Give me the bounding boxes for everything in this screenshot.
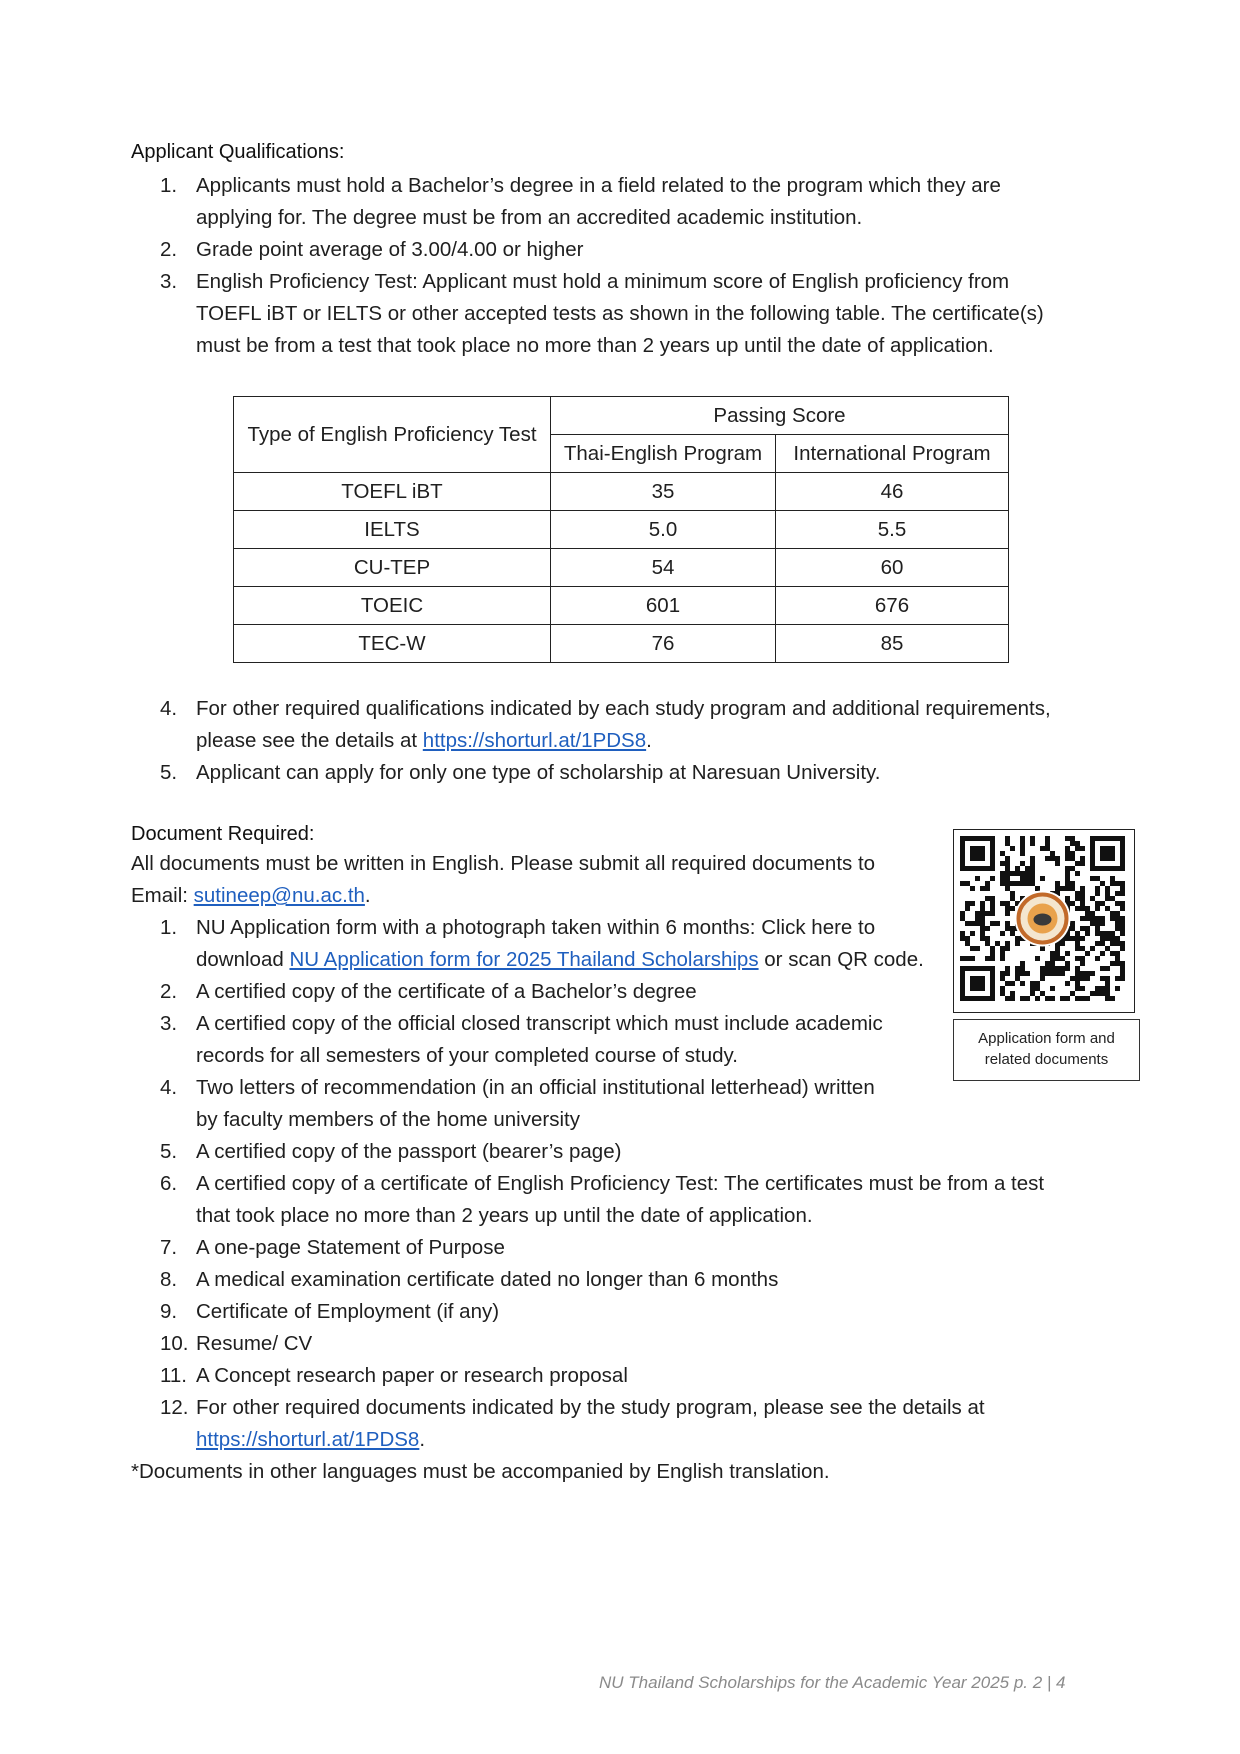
list-text: A Concept research paper or research proposal <box>196 1364 628 1387</box>
table-header-international: International Program <box>776 435 1009 473</box>
list-text <box>196 944 924 976</box>
email-suffix: . <box>364 884 371 907</box>
list-number: 2. <box>160 980 178 1003</box>
list-text: by faculty members of the home university <box>196 1108 580 1131</box>
list-number: 10. <box>160 1332 189 1355</box>
list-number: 12. <box>160 1396 189 1419</box>
list-text-suffix: . <box>646 729 652 752</box>
table-row <box>234 511 1009 549</box>
table-cell-test: CU-TEP <box>234 549 551 587</box>
list-text: A certified copy of the certificate of a Bachelor’s degree <box>196 980 697 1003</box>
list-text: Grade point average of 3.00/4.00 or higher <box>196 238 584 261</box>
documents-intro <box>131 848 875 912</box>
list-number: 6. <box>160 1172 178 1195</box>
list-number: 3. <box>160 270 178 293</box>
list-text: A certified copy of a certificate of English Proficiency Test: The certificates must be from a test <box>196 1172 1045 1195</box>
english-proficiency-table <box>233 396 1009 663</box>
list-text-prefix: download <box>196 948 290 971</box>
table-cell-test: TOEFL iBT <box>234 473 551 511</box>
list-text: A one-page Statement of Purpose <box>196 1236 505 1259</box>
list-number: 2. <box>160 238 178 261</box>
list-number: 1. <box>160 174 178 197</box>
list-text: NU Application form with a photograph taken within 6 months: Click here to <box>196 916 876 939</box>
list-number: 5. <box>160 761 178 784</box>
table-cell-thai: 54 <box>551 549 776 587</box>
list-text: Applicant can apply for only one type of scholarship at Naresuan University. <box>196 761 881 784</box>
qr-caption-line: Application form and <box>978 1030 1115 1047</box>
email-label: Email: <box>131 884 194 907</box>
documents-intro-email-line <box>131 880 875 912</box>
table-cell-test: TOEIC <box>234 587 551 625</box>
list-text: TOEFL iBT or IELTS or other accepted tests as shown in the following table. The certificate(s) <box>196 302 1044 325</box>
table-cell-thai: 5.0 <box>551 511 776 549</box>
list-text: records for all semesters of your completed course of study. <box>196 1044 738 1067</box>
page-footer: NU Thailand Scholarships for the Academic Year 2025 p. 2 | 4 <box>599 1673 1066 1692</box>
list-text: Two letters of recommendation (in an official institutional letterhead) written <box>196 1076 875 1099</box>
table-cell-intl: 46 <box>776 473 1009 511</box>
documents-intro-line: All documents must be written in English. Please submit all required documents to <box>131 852 876 875</box>
list-number: 7. <box>160 1236 178 1259</box>
table-cell-thai: 601 <box>551 587 776 625</box>
list-text: Certificate of Employment (if any) <box>196 1300 500 1323</box>
table-cell-thai: 76 <box>551 625 776 663</box>
qr-code-icon[interactable] <box>953 829 1135 1013</box>
application-form-link[interactable]: NU Application form for 2025 Thailand Scholarships <box>289 948 759 971</box>
table-header-thai-english: Thai-English Program <box>551 435 776 473</box>
list-text-suffix: or scan QR code. <box>758 948 924 971</box>
table-cell-intl: 676 <box>776 587 1009 625</box>
table-row <box>234 625 1009 663</box>
list-text: For other required qualifications indicated by each study program and additional requirements, <box>196 697 1051 720</box>
list-number: 8. <box>160 1268 178 1291</box>
table-header-passing-score: Passing Score <box>551 397 1009 435</box>
list-text <box>196 725 652 757</box>
list-text-suffix: . <box>419 1428 426 1451</box>
table-header-test-type: Type of English Proficiency Test <box>234 397 551 473</box>
list-number: 5. <box>160 1140 178 1163</box>
list-number: 9. <box>160 1300 178 1323</box>
documents-footnote: *Documents in other languages must be accompanied by English translation. <box>131 1460 830 1483</box>
table-cell-test: TEC-W <box>234 625 551 663</box>
list-text: applying for. The degree must be from an accredited academic institution. <box>196 206 863 229</box>
list-text: must be from a test that took place no more than 2 years up until the date of application. <box>196 334 994 357</box>
qr-caption <box>953 1019 1140 1081</box>
email-link[interactable]: sutineep@nu.ac.th <box>193 884 365 907</box>
table-row <box>234 549 1009 587</box>
table-cell-thai: 35 <box>551 473 776 511</box>
list-text: that took place no more than 2 years up until the date of application. <box>196 1204 813 1227</box>
list-text: Resume/ CV <box>196 1332 313 1355</box>
list-text: A medical examination certificate dated no longer than 6 months <box>196 1268 779 1291</box>
list-text <box>196 1424 425 1456</box>
table-row <box>234 587 1009 625</box>
list-number: 3. <box>160 1012 178 1035</box>
shorturl-link[interactable]: https://shorturl.at/1PDS8 <box>196 1428 420 1451</box>
qualifications-heading: Applicant Qualifications: <box>131 141 345 163</box>
list-text-prefix: please see the details at <box>196 729 423 752</box>
list-text: A certified copy of the passport (bearer’s page) <box>196 1140 622 1163</box>
list-text: Applicants must hold a Bachelor’s degree in a field related to the program which they are <box>196 174 1001 197</box>
qr-caption-line: related documents <box>984 1051 1109 1068</box>
table-cell-intl: 60 <box>776 549 1009 587</box>
qr-code-graphic <box>954 830 1133 1011</box>
list-text: For other required documents indicated by the study program, please see the details at <box>196 1396 985 1419</box>
list-number: 1. <box>160 916 178 939</box>
shorturl-link[interactable]: https://shorturl.at/1PDS8 <box>422 729 647 752</box>
list-text: English Proficiency Test: Applicant must hold a minimum score of English proficiency from <box>196 270 1010 293</box>
table-row <box>234 473 1009 511</box>
documents-heading: Document Required: <box>131 823 315 845</box>
list-number: 4. <box>160 1076 178 1099</box>
list-number: 4. <box>160 697 178 720</box>
table-cell-intl: 5.5 <box>776 511 1009 549</box>
list-number: 11. <box>160 1364 187 1387</box>
table-cell-intl: 85 <box>776 625 1009 663</box>
list-text: A certified copy of the official closed transcript which must include academic <box>196 1012 883 1035</box>
table-cell-test: IELTS <box>234 511 551 549</box>
